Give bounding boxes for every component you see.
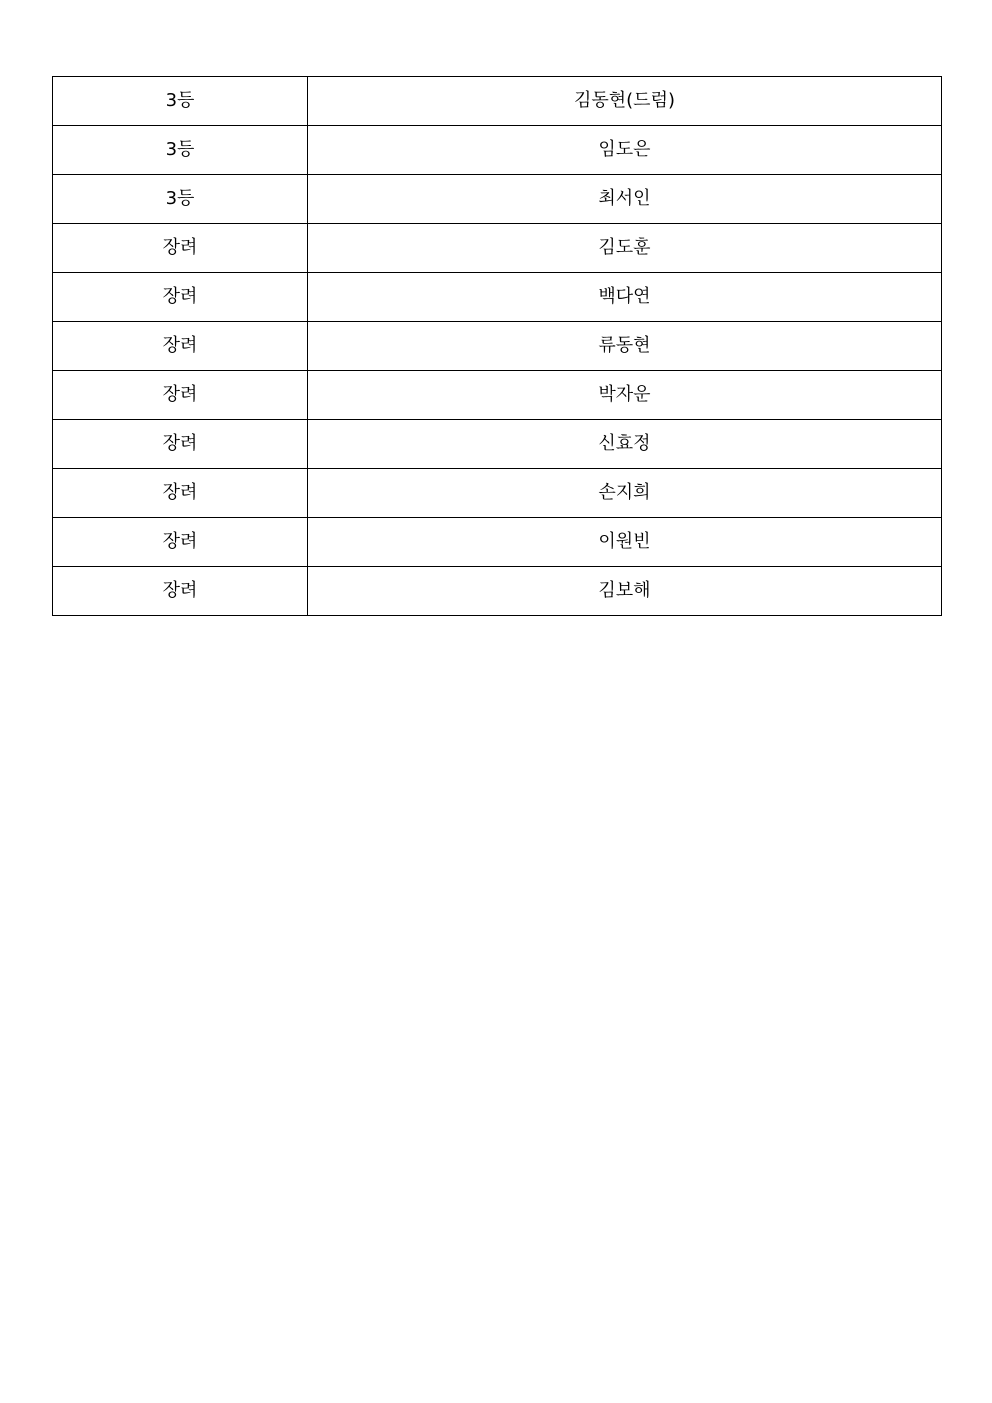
award-cell: 장려 [53, 420, 308, 469]
name-cell: 손지희 [308, 469, 942, 518]
table-row [53, 77, 942, 126]
table-row [53, 224, 942, 273]
award-cell: 3등 [53, 77, 308, 126]
table-row [53, 371, 942, 420]
award-cell: 장려 [53, 371, 308, 420]
table-row [53, 420, 942, 469]
award-cell: 장려 [53, 224, 308, 273]
award-cell: 장려 [53, 567, 308, 616]
award-cell: 3등 [53, 175, 308, 224]
award-cell: 장려 [53, 273, 308, 322]
table-row [53, 518, 942, 567]
name-cell: 신효정 [308, 420, 942, 469]
awards-table [52, 76, 942, 616]
award-cell: 3등 [53, 126, 308, 175]
award-cell: 장려 [53, 518, 308, 567]
name-cell: 최서인 [308, 175, 942, 224]
name-cell: 김도훈 [308, 224, 942, 273]
name-cell: 류동현 [308, 322, 942, 371]
name-cell: 김동현(드럼) [308, 77, 942, 126]
name-cell: 백다연 [308, 273, 942, 322]
name-cell: 임도은 [308, 126, 942, 175]
table-row [53, 273, 942, 322]
table-row [53, 567, 942, 616]
name-cell: 김보해 [308, 567, 942, 616]
name-cell: 박자운 [308, 371, 942, 420]
name-cell: 이원빈 [308, 518, 942, 567]
award-cell: 장려 [53, 469, 308, 518]
table-row [53, 322, 942, 371]
table-row [53, 469, 942, 518]
award-cell: 장려 [53, 322, 308, 371]
table-row [53, 175, 942, 224]
table-row [53, 126, 942, 175]
